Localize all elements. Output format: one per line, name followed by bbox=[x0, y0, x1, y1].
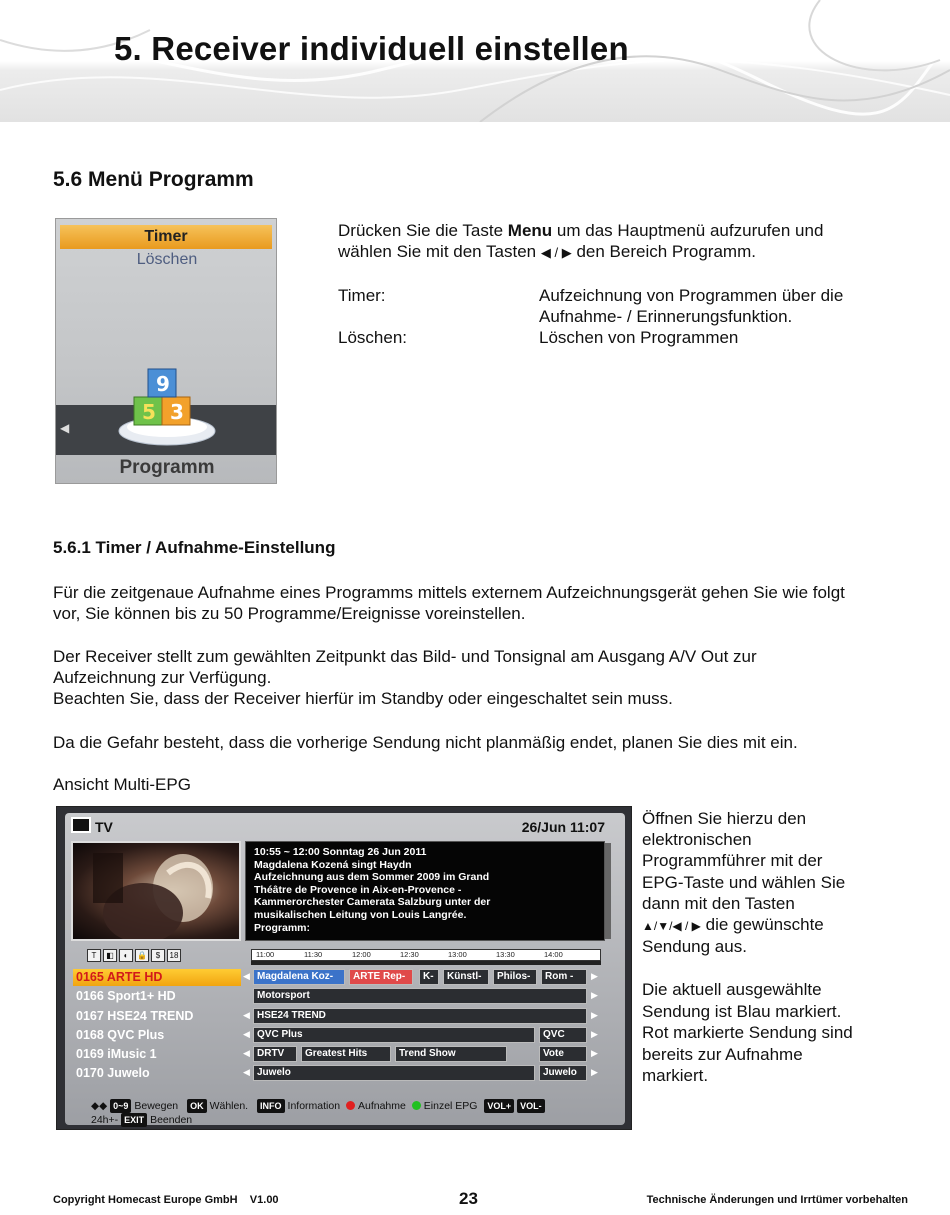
ok-key: OK bbox=[187, 1099, 207, 1113]
svg-text:3: 3 bbox=[170, 400, 184, 424]
channel-name[interactable]: 0168 QVC Plus bbox=[76, 1027, 165, 1042]
channel-name[interactable]: 0169 iMusic 1 bbox=[76, 1047, 157, 1062]
program-cell[interactable]: Juwelo bbox=[253, 1065, 535, 1081]
legend-text: Aufnahme bbox=[357, 1100, 406, 1112]
time-tick: 14:00 bbox=[544, 950, 563, 959]
desc-line: Programm: bbox=[254, 921, 311, 934]
legend-row bbox=[91, 1113, 548, 1127]
channel-row[interactable] bbox=[69, 968, 619, 987]
side-text-line: elektronischen bbox=[642, 830, 752, 849]
side-text-line: Sendung aus. bbox=[642, 937, 747, 956]
menu-item-loeschen: Löschen bbox=[136, 251, 198, 268]
desc-line: Aufzeichnung aus dem Sommer 2009 im Grand bbox=[254, 871, 490, 884]
footer-disclaimer: Technische Änderungen und Irrtümer vorbehalten bbox=[646, 1194, 908, 1206]
definition-desc: Aufnahme- / Erinnerungsfunktion. bbox=[539, 307, 793, 326]
side-text-line bbox=[642, 914, 824, 937]
side-text-line: markiert. bbox=[642, 1066, 709, 1085]
program-cell[interactable]: K- bbox=[419, 969, 439, 985]
side-text-line: bereits zur Aufnahme bbox=[642, 1045, 803, 1064]
program-cell[interactable]: Motorsport bbox=[253, 988, 587, 1004]
lock-icon: 🔒 bbox=[135, 949, 149, 962]
intro-text: wählen Sie mit den Tasten bbox=[338, 242, 541, 261]
desc-line: musikalischen Leitung von Louis Langrée. bbox=[254, 908, 467, 921]
teletext-icon: T bbox=[87, 949, 101, 962]
side-text: die gewünschte bbox=[700, 915, 824, 934]
video-preview bbox=[71, 841, 241, 941]
chapter-title: 5. Receiver individuell einstellen bbox=[114, 30, 629, 67]
right-arrow-icon: ▶ bbox=[591, 1048, 598, 1059]
arrows-icon: ◆◆ bbox=[91, 1100, 108, 1112]
svg-text:5: 5 bbox=[142, 400, 156, 424]
tv-icon bbox=[71, 817, 91, 833]
side-text-line: Programmführer mit der bbox=[642, 851, 823, 870]
intro-line-1 bbox=[338, 220, 823, 241]
channel-name[interactable]: 0166 Sport1+ HD bbox=[76, 989, 176, 1004]
epg-mode: TV bbox=[95, 819, 113, 835]
left-arrow-icon: ◀ bbox=[243, 1028, 250, 1039]
channel-row[interactable] bbox=[69, 1026, 619, 1045]
left-arrow-icon: ◀ bbox=[243, 971, 250, 981]
menu-screenshot bbox=[55, 218, 277, 484]
paragraph-line: Für die zeitgenaue Aufnahme eines Programms mittels externem Aufzeichnungsgerät gehen Sie wie folgt bbox=[53, 583, 845, 602]
section-title: 5.6 Menü Programm bbox=[53, 168, 254, 191]
program-cell[interactable]: QVC Plus bbox=[253, 1027, 535, 1043]
description-scrollbar[interactable] bbox=[605, 843, 611, 939]
red-button-icon bbox=[346, 1101, 355, 1110]
legend-text: Information bbox=[287, 1100, 341, 1112]
program-cell[interactable]: DRTV bbox=[253, 1046, 297, 1062]
paragraph-line: Da die Gefahr besteht, dass die vorherige Sendung nicht planmäßig endet, planen Sie dies mit ein. bbox=[53, 733, 798, 752]
channel-row[interactable] bbox=[69, 1064, 619, 1083]
navigation-keys: ▲/▼/◀ / ▶ bbox=[642, 919, 701, 933]
epg-screenshot bbox=[56, 806, 632, 1130]
program-cell-recorded[interactable]: ARTE Rep- bbox=[349, 969, 413, 985]
program-cell[interactable]: Rom - bbox=[541, 969, 587, 985]
desc-line: Théâtre de Provence in Aix-en-Provence - bbox=[254, 883, 462, 896]
time-bar bbox=[251, 961, 601, 965]
vol-minus-key: VOL- bbox=[517, 1099, 545, 1113]
side-text-line: EPG-Taste und wählen Sie bbox=[642, 873, 846, 892]
subtitle-icon: ◧ bbox=[103, 949, 117, 962]
side-text-line: Rot markierte Sendung sind bbox=[642, 1023, 853, 1042]
channel-row[interactable] bbox=[69, 1045, 619, 1064]
paragraph-line: Ansicht Multi-EPG bbox=[53, 775, 191, 794]
definition-term: Timer: bbox=[338, 286, 386, 305]
left-arrow-icon: ◀ bbox=[60, 421, 70, 435]
intro-text: Drücken Sie die Taste bbox=[338, 221, 508, 240]
side-text-line: dann mit den Tasten bbox=[642, 894, 795, 913]
epg-panel bbox=[65, 813, 625, 1125]
channel-name[interactable]: 0165 ARTE HD bbox=[73, 969, 241, 986]
menu-key-label: Menu bbox=[507, 221, 553, 240]
desc-line: Kammerorchester Camerata Salzburg unter der bbox=[254, 896, 491, 909]
digits-key: 0~9 bbox=[110, 1099, 131, 1113]
page-number: 23 bbox=[459, 1189, 478, 1208]
left-arrow-icon: ◀ bbox=[243, 1009, 250, 1020]
menu-item-timer: Timer bbox=[60, 225, 272, 249]
vol-plus-key: VOL+ bbox=[484, 1099, 514, 1113]
legend-text: Beenden bbox=[150, 1114, 193, 1126]
desc-line: 10:55 ~ 12:00 Sonntag 26 Jun 2011 bbox=[254, 846, 427, 858]
epg-datetime: 26/Jun 11:07 bbox=[521, 819, 605, 835]
footer-copyright: Copyright Homecast Europe GmbH V1.00 bbox=[53, 1194, 279, 1206]
side-text-line: Öffnen Sie hierzu den bbox=[642, 809, 807, 828]
time-tick: 11:30 bbox=[304, 950, 323, 959]
svg-text:9: 9 bbox=[156, 372, 170, 396]
left-arrow-icon: ◀ bbox=[243, 1067, 250, 1078]
key-legend bbox=[91, 1099, 548, 1127]
side-text-line: Die aktuell ausgewählte bbox=[642, 980, 822, 999]
time-ruler bbox=[251, 949, 601, 961]
video-preview-image bbox=[73, 843, 241, 941]
exit-key: EXIT bbox=[121, 1113, 147, 1127]
time-tick: 11:00 bbox=[256, 950, 275, 959]
right-arrow-icon: ▶ bbox=[591, 1009, 598, 1020]
intro-line-2 bbox=[338, 241, 756, 263]
channel-row[interactable] bbox=[69, 1007, 619, 1026]
paragraph-line: Beachten Sie, dass der Receiver hierfür im Standby oder eingeschaltet sein muss. bbox=[53, 689, 673, 708]
paragraph-line: vor, Sie können bis zu 50 Programme/Ereignisse voreinstellen. bbox=[53, 604, 526, 623]
paragraph-line: Aufzeichnung zur Verfügung. bbox=[53, 668, 272, 687]
definition-desc: Löschen von Programmen bbox=[539, 328, 739, 347]
audio-icon: ◐ bbox=[119, 949, 133, 962]
time-tick: 13:00 bbox=[448, 950, 467, 959]
program-cell[interactable]: Künstl- bbox=[443, 969, 489, 985]
right-arrow-icon: ▶ bbox=[591, 1067, 598, 1078]
program-description bbox=[245, 841, 605, 941]
channel-name[interactable]: 0167 HSE24 TREND bbox=[76, 1008, 194, 1023]
channel-row[interactable] bbox=[69, 987, 619, 1006]
legend-row bbox=[91, 1099, 548, 1113]
legend-text: Wählen. bbox=[209, 1100, 249, 1112]
legend-text: Einzel EPG bbox=[423, 1100, 478, 1112]
info-key: INFO bbox=[257, 1099, 285, 1113]
pay-icon: $ bbox=[151, 949, 165, 962]
program-cell[interactable]: Juwelo bbox=[539, 1065, 587, 1081]
program-cell[interactable]: HSE24 TREND bbox=[253, 1008, 587, 1024]
desc-line: Magdalena Kozená singt Haydn bbox=[254, 858, 412, 871]
channel-name[interactable]: 0170 Juwelo bbox=[76, 1066, 150, 1081]
left-right-keys: ◀ / ▶ bbox=[540, 245, 572, 260]
definition-term: Löschen: bbox=[338, 328, 407, 347]
intro-text: den Bereich Programm. bbox=[571, 242, 756, 261]
right-arrow-icon: ▶ bbox=[591, 971, 598, 981]
side-text-line: Sendung ist Blau markiert. bbox=[642, 1002, 842, 1021]
program-cell-selected[interactable]: Magdalena Koz- bbox=[253, 969, 345, 985]
program-cell[interactable]: Trend Show bbox=[395, 1046, 507, 1062]
program-cell[interactable]: Vote bbox=[539, 1046, 587, 1062]
subsection-title: 5.6.1 Timer / Aufnahme-Einstellung bbox=[53, 538, 336, 557]
time-tick: 13:30 bbox=[496, 950, 515, 959]
left-arrow-icon: ◀ bbox=[243, 1048, 250, 1059]
time-tick: 12:30 bbox=[400, 950, 419, 959]
attribute-icons bbox=[87, 945, 183, 963]
channel-grid bbox=[69, 968, 619, 1084]
program-blocks-icon bbox=[112, 357, 222, 447]
right-arrow-icon: ▶ bbox=[591, 990, 598, 1001]
legend-text: Bewegen bbox=[134, 1100, 179, 1112]
time-tick: 12:00 bbox=[352, 950, 371, 959]
definition-desc: Aufzeichnung von Programmen über die bbox=[539, 286, 844, 305]
paragraph-line: Der Receiver stellt zum gewählten Zeitpunkt das Bild- und Tonsignal am Ausgang A/V Out zur bbox=[53, 647, 757, 666]
program-cell[interactable]: Philos- bbox=[493, 969, 537, 985]
program-cell[interactable]: QVC bbox=[539, 1027, 587, 1043]
program-cell[interactable]: Greatest Hits bbox=[301, 1046, 391, 1062]
age-rating-icon: 18 bbox=[167, 949, 181, 962]
green-button-icon bbox=[412, 1101, 421, 1110]
menu-label-programm: Programm bbox=[119, 457, 215, 478]
intro-text: um das Hauptmenü aufzurufen und bbox=[552, 221, 824, 240]
legend-text: 24h+- bbox=[91, 1114, 119, 1126]
right-arrow-icon: ▶ bbox=[591, 1028, 598, 1039]
